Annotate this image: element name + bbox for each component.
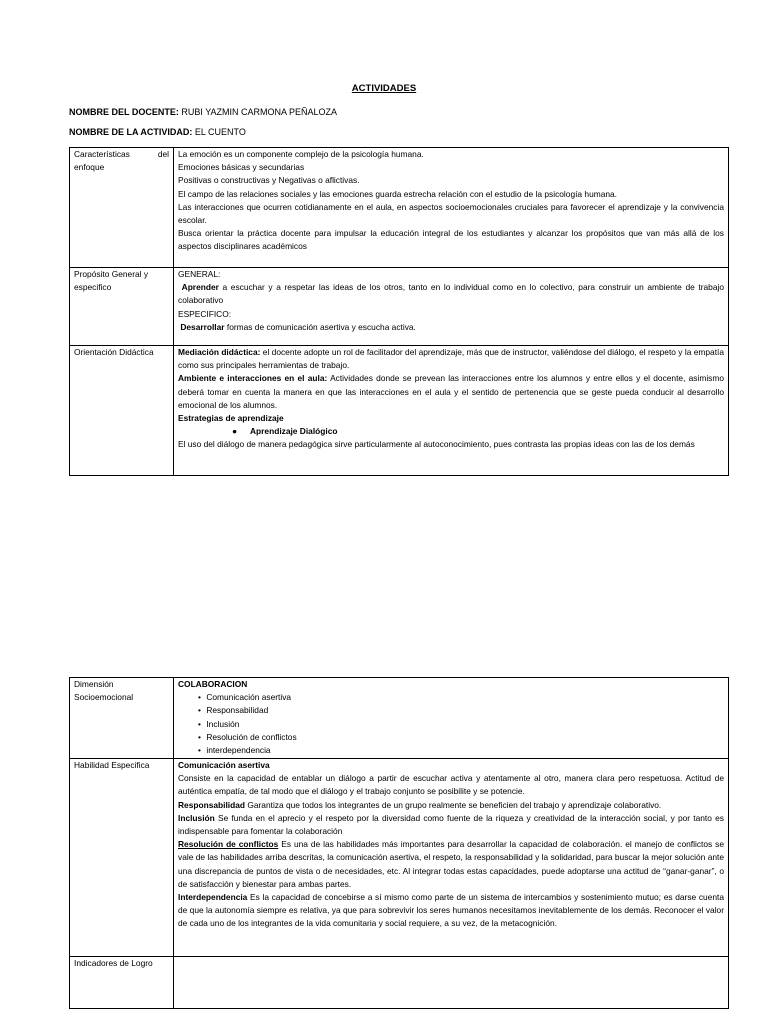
strategy-item: Aprendizaje Dialógico	[250, 426, 338, 437]
general-heading: GENERAL:	[178, 269, 221, 279]
inclusion-heading: Inclusión	[178, 812, 215, 823]
row-content-habilidad	[174, 759, 729, 957]
environment-heading: Ambiente e interacciones en el aula:	[178, 373, 328, 384]
bullet-icon: •	[198, 718, 201, 729]
text-line: Positivas o constructivas y Negativas o aflictivas.	[178, 175, 360, 186]
interdependence-heading: Interdependencia	[178, 892, 248, 903]
text-line: La emoción es un componente complejo de la psicología humana.	[178, 149, 424, 159]
text-line: Busca orientar la práctica docente para impulsar la educación integral de los estudiantes y alcanzar los propósitos que van más allá de los aspectos disciplinares académicos	[178, 228, 724, 252]
specific-heading: ESPECIFICO:	[178, 308, 232, 319]
interdependence-paragraph	[178, 891, 724, 931]
row-label-dimension: Dimensión Socioemocional	[70, 678, 174, 759]
row-content-proposito	[174, 268, 729, 346]
list-item-label: Comunicación asertiva	[206, 692, 292, 703]
general-text: a escuchar y a respetar las ideas de los otros, tanto en lo individual como en lo colectivo, para construir un ambiente de trabajo colaborativo	[178, 282, 725, 306]
table-row	[70, 148, 729, 268]
row-label-proposito: Propósito General y especifico	[70, 268, 174, 346]
row-content-indicadores	[174, 957, 729, 1009]
environment-paragraph	[178, 372, 724, 412]
mediation-heading: Mediación didáctica:	[178, 347, 261, 357]
strategies-heading: Estrategias de aprendizaje	[178, 413, 284, 424]
activity-label: NOMBRE DE LA ACTIVIDAD:	[69, 127, 193, 137]
row-label-habilidad: Habilidad Especifica	[70, 759, 174, 957]
row-content-orientacion	[174, 346, 729, 476]
bullet-icon: •	[198, 731, 201, 742]
row-label-caracteristicas: Características del enfoque	[70, 148, 174, 268]
collaboration-heading: COLABORACION	[178, 679, 248, 689]
interdependence-text: Es la capacidad de concebirse a sí mismo como parte de un sistema de intercambios y sostenimiento mutuo; es darse cuenta de que la autonomía siempre es relativa, ya que para sobrevivir los seres humanos necesitamos inevitablemente de los demás. Reconocer el valor de cada uno de los integrantes de la vida comunitaria y social requiere, a su vez, de la metacognición.	[178, 892, 724, 929]
activity-name: EL CUENTO	[194, 127, 246, 137]
general-keyword: Aprender	[181, 282, 219, 293]
assertive-text: Consiste en la capacidad de entablar un diálogo a partir de escuchar activa y atentamente al otro, manera clara pero respetuosa. Actitud de auténtica empatía, de tal modo que el diálogo y el trabajo conjunto se posibilite y se potencie.	[178, 773, 724, 797]
conflict-paragraph	[178, 838, 724, 891]
list-item	[178, 731, 724, 744]
socioemotional-table	[69, 677, 729, 1009]
inclusion-paragraph	[178, 812, 724, 838]
text-line: Las interacciones que ocurren cotidianamente en el aula, en aspectos socioemocionales cruciales para favorecer el aprendizaje y la convivencia escolar.	[178, 201, 724, 226]
assertive-heading: Comunicación asertiva	[178, 760, 270, 770]
mediation-text: el docente adopte un rol de facilitador del aprendizaje, más que de instructor, valiéndose del diálogo, el respeto y la empatía como sus principales herramientas de trabajo.	[178, 347, 725, 371]
activity-line	[69, 127, 246, 137]
mediation-paragraph	[178, 346, 724, 372]
list-item	[178, 718, 724, 731]
responsibility-text: Garantiza que todos los integrantes de un grupo realmente se beneficien del trabajo y aprendizaje colaborativo.	[245, 799, 662, 810]
table-row	[70, 268, 729, 346]
dialogue-paragraph: El uso del diálogo de manera pedagógica sirve particularmente al autoconocimiento, pues contrasta las propias ideas con las de los demás	[178, 439, 695, 450]
table-row	[70, 759, 729, 957]
table-row	[70, 957, 729, 1009]
table-row	[70, 346, 729, 476]
specific-purpose	[178, 321, 724, 334]
teacher-line	[69, 107, 337, 117]
teacher-label: NOMBRE DEL DOCENTE:	[69, 107, 179, 117]
bullet-icon: ●	[232, 426, 238, 437]
list-item	[178, 425, 724, 438]
teacher-name: RUBI YAZMIN CARMONA PEÑALOZA	[181, 107, 338, 117]
row-label-orientacion: Orientación Didáctica	[70, 346, 174, 476]
responsibility-paragraph	[178, 799, 724, 812]
conflict-heading: Resolución de conflictos	[178, 839, 279, 850]
row-content-dimension	[174, 678, 729, 759]
specific-text: formas de comunicación asertiva y escucha activa.	[224, 321, 416, 332]
list-item-label: Resolución de conflictos	[206, 731, 297, 742]
row-content-caracteristicas	[174, 148, 729, 268]
row-label-indicadores: Indicadores de Logro	[70, 957, 174, 1009]
list-item	[178, 704, 724, 717]
environment-text: Actividades donde se prevean las interacciones entre los alumnos y entre ellos y el docente, asimismo deberá tomar en cuenta la manera en que las interacciones en el aula y el sentido de pertenencia que se geste pueda conducir al desarrollo emocional de los alumnos.	[178, 373, 724, 410]
list-item-label: interdependencia	[206, 745, 271, 756]
activity-table	[69, 147, 729, 476]
table-row	[70, 678, 729, 759]
bullet-icon: •	[198, 692, 201, 703]
responsibility-heading: Responsabilidad	[178, 799, 246, 810]
bullet-icon: •	[198, 745, 201, 756]
conflict-text: Es una de las habilidades más importantes para desarrollar la capacidad de colaboración. el manejo de conflictos se vale de las habilidades arriba descritas, la comunicación asertiva, el respeto, la responsabilidad y la solidaridad, para buscar la mejor solución ante una discrepancia de puntos de vista o de necesidades, etc. Al integrar todas estas capacidades, puede adoptarse una actitud de “ganar-ganar”, o de satisfacción y bienestar para ambas partes.	[178, 839, 724, 889]
list-item-label: Inclusión	[206, 718, 240, 729]
list-item	[178, 744, 724, 757]
specific-keyword: Desarrollar	[180, 321, 225, 332]
list-item	[178, 691, 724, 704]
document-title: ACTIVIDADES	[351, 83, 417, 94]
inclusion-text: Se funda en el aprecio y el respeto por la diversidad como fuente de la riqueza y creatividad de la interacción social, y por tanto es indispensable para fomentar la colaboración	[178, 812, 724, 837]
list-item-label: Responsabilidad	[206, 705, 269, 716]
text-line: El campo de las relaciones sociales y las emociones guarda estrecha relación con el estudio de la psicología humana.	[178, 188, 618, 199]
text-line: Emociones básicas y secundarias	[178, 162, 305, 173]
general-purpose	[178, 281, 724, 307]
bullet-icon: •	[198, 705, 201, 716]
